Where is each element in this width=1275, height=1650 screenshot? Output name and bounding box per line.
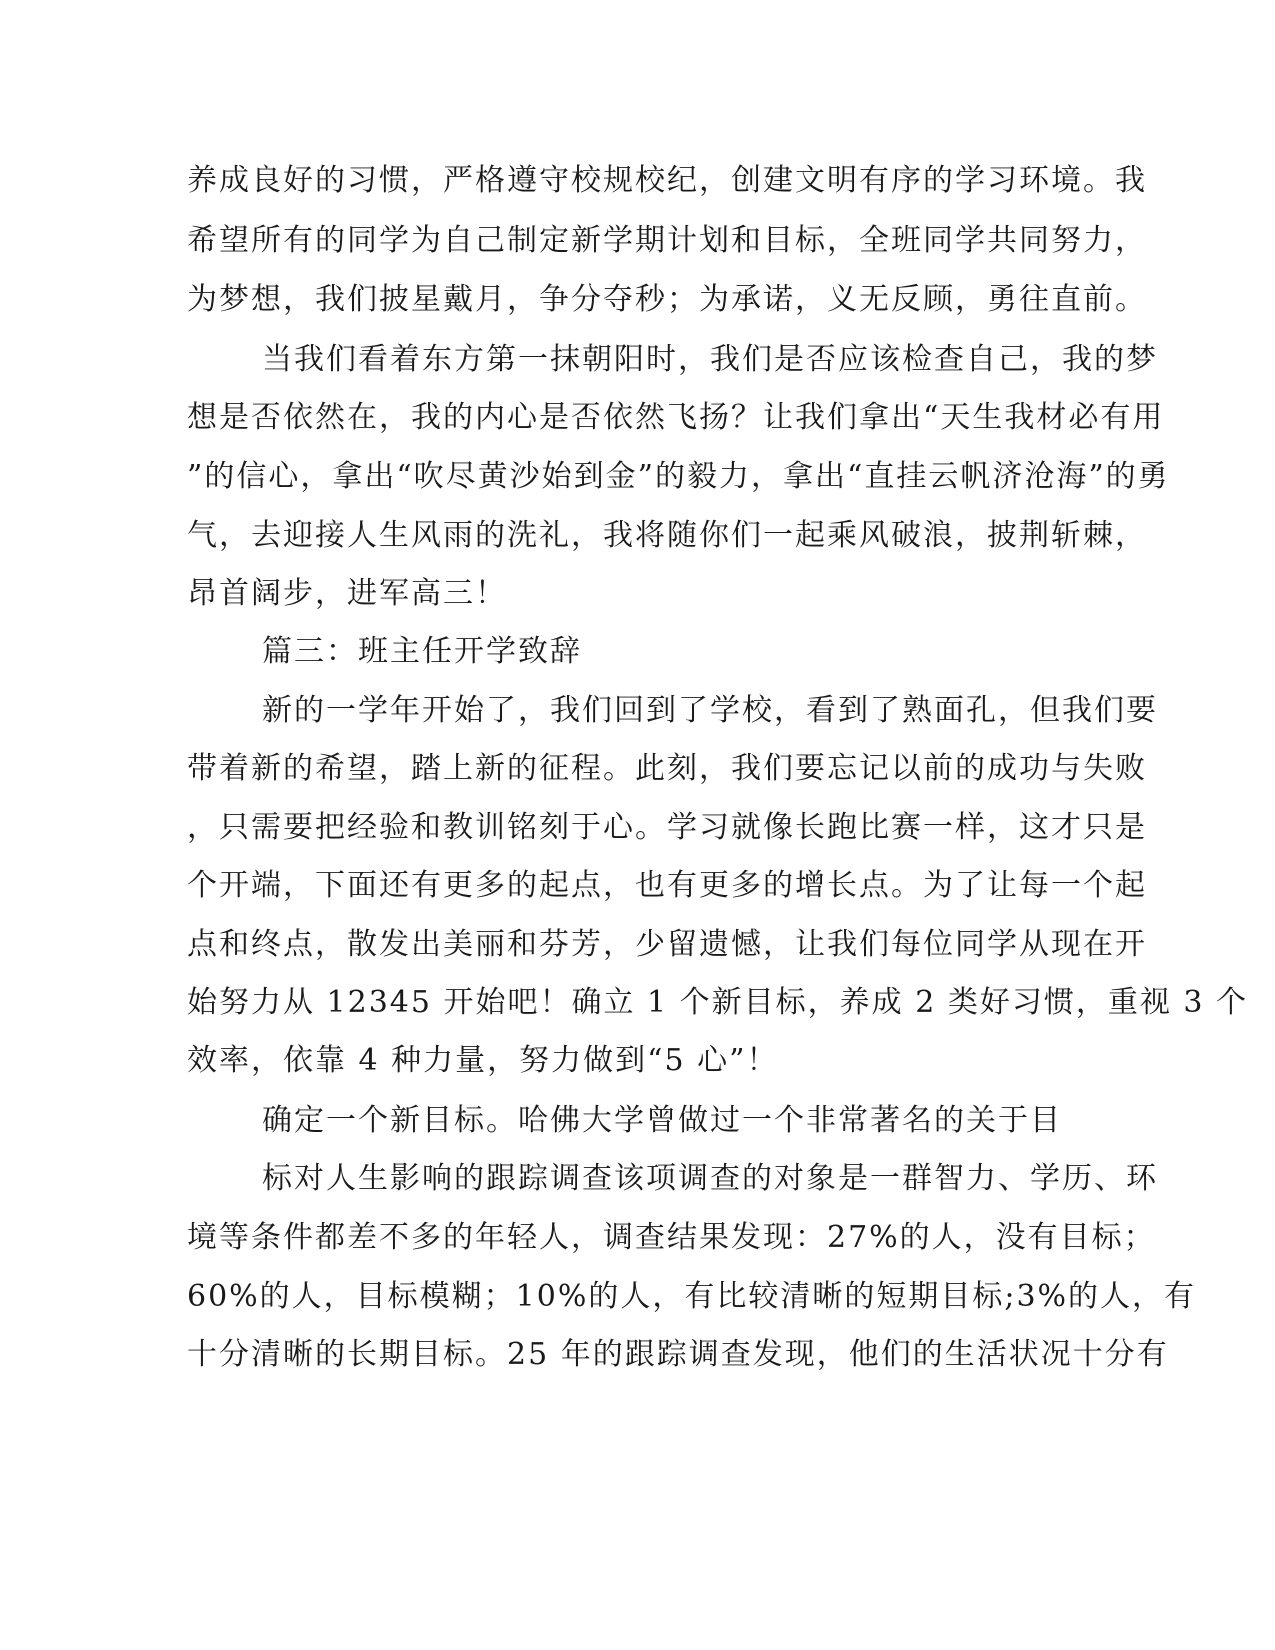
text-line: 十分清晰的长期目标。25 年的跟踪调查发现，他们的生活状况十分有: [187, 1337, 1169, 1372]
text-line: 点和终点，散发出美丽和芬芳，少留遗憾，让我们每位同学从现在开: [187, 927, 1147, 962]
text-line: 始努力从 12345 开始吧！确立 1 个新目标，养成 2 类好习惯，重视 3 个: [187, 985, 1248, 1020]
text-line: 昂首阔步，进军高三！: [187, 576, 507, 611]
text-line: 60%的人，目标模糊；10%的人，有比较清晰的短期目标;3%的人，有: [187, 1279, 1197, 1314]
text-line: 养成良好的习惯，严格遵守校规校纪，创建文明有序的学习环境。我: [187, 163, 1147, 198]
text-line: 个开端，下面还有更多的起点，也有更多的增长点。为了让每一个起: [187, 868, 1147, 903]
text-line: 当我们看着东方第一抹朝阳时，我们是否应该检查自己，我的梦: [262, 342, 1158, 377]
text-line: 想是否依然在，我的内心是否依然飞扬？让我们拿出“天生我材必有用: [187, 400, 1165, 435]
text-line: 带着新的希望，踏上新的征程。此刻，我们要忘记以前的成功与失败: [187, 751, 1147, 786]
section-heading: 篇三：班主任开学致辞: [262, 634, 582, 669]
text-line: 效率，依靠 4 种力量，努力做到“5 心”！: [187, 1043, 779, 1078]
text-line: 境等条件都差不多的年轻人，调查结果发现：27%的人，没有目标；: [187, 1220, 1156, 1255]
text-line: 确定一个新目标。哈佛大学曾做过一个非常著名的关于目: [262, 1103, 1062, 1138]
text-line: ”的信心，拿出“吹尽黄沙始到金”的毅力，拿出“直挂云帆济沧海”的勇: [187, 459, 1170, 494]
text-line: 为梦想，我们披星戴月，争分夺秒；为承诺，义无反顾，勇往直前。: [187, 282, 1147, 317]
text-line: 新的一学年开始了，我们回到了学校，看到了熟面孔，但我们要: [262, 693, 1158, 728]
text-line: 希望所有的同学为自己制定新学期计划和目标，全班同学共同努力，: [187, 223, 1147, 258]
text-line: ，只需要把经验和教训铭刻于心。学习就像长跑比赛一样，这才只是: [187, 810, 1147, 845]
text-line: 标对人生影响的跟踪调查该项调查的对象是一群智力、学历、环: [262, 1161, 1158, 1196]
text-line: 气，去迎接人生风雨的洗礼，我将随你们一起乘风破浪，披荆斩棘，: [187, 518, 1147, 553]
